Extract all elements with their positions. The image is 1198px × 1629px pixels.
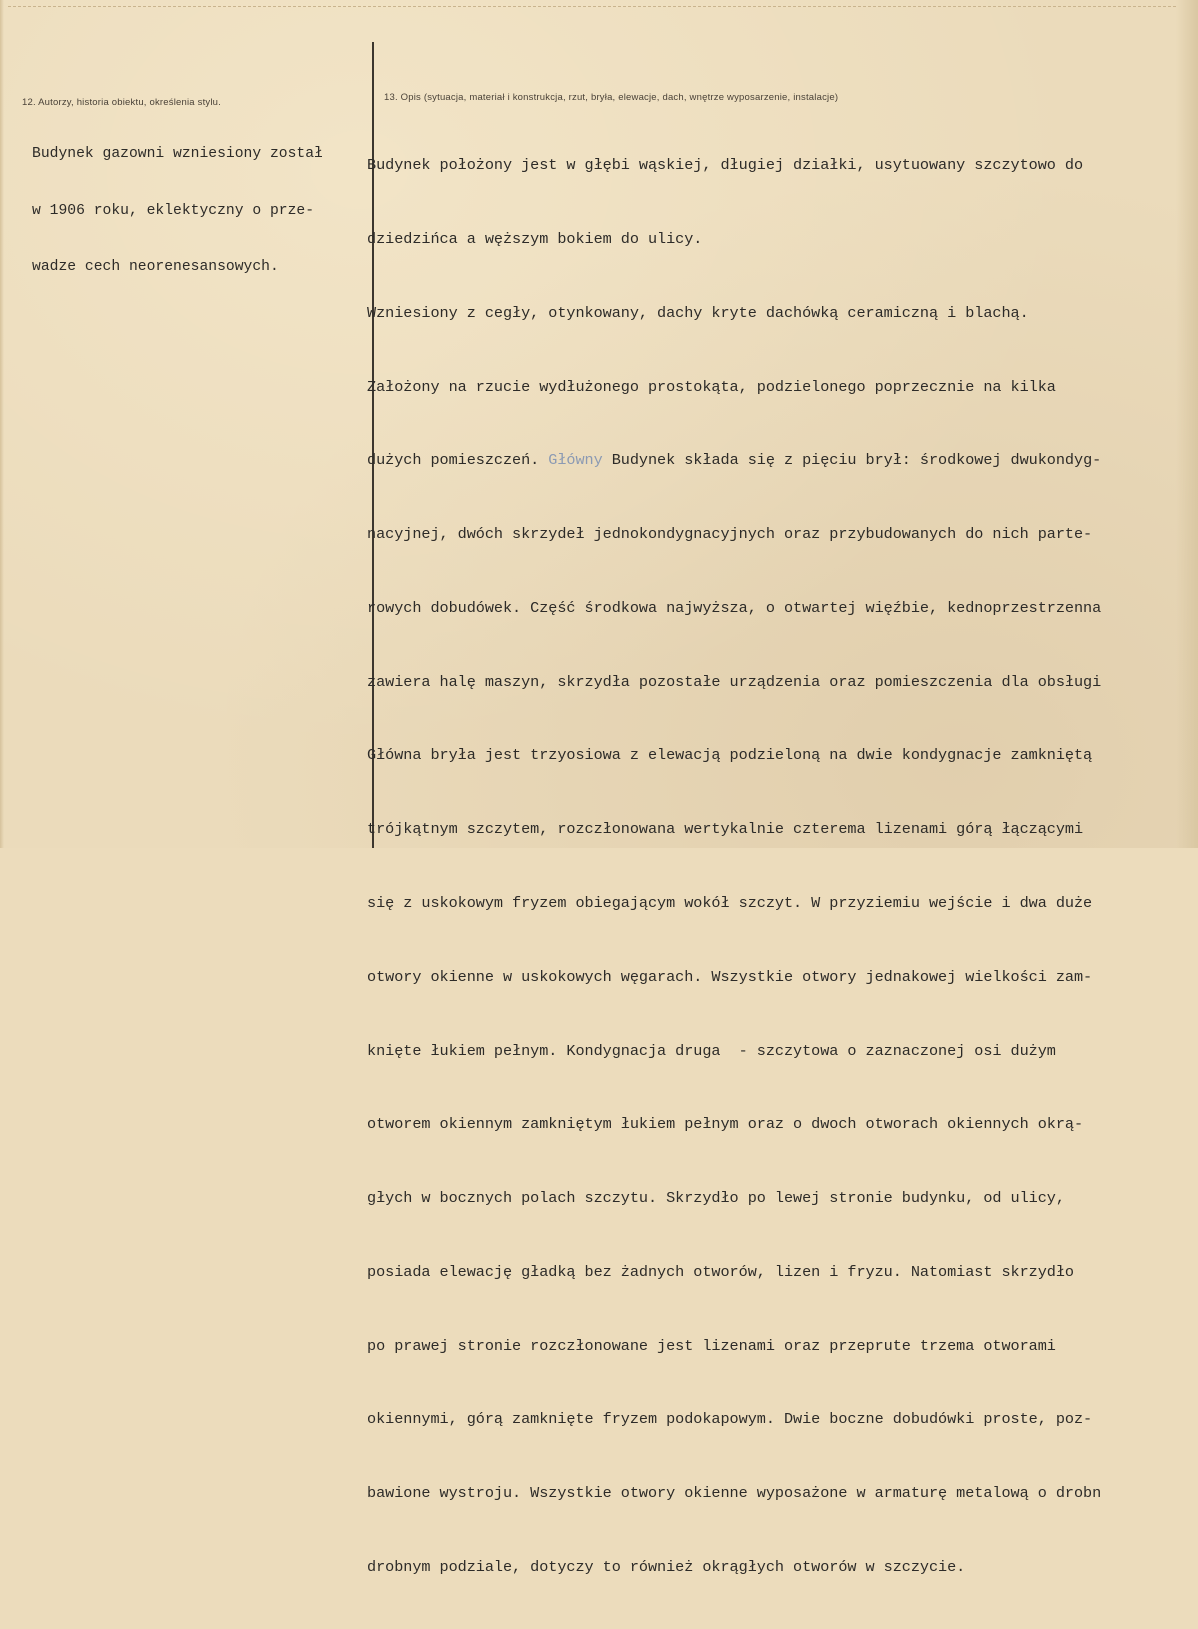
section-13-line: po prawej stronie rozczłonowane jest lizenami oraz przeprute trzema otworami — [367, 1336, 1056, 1355]
section-13-detail: (sytuacja, materiał i konstrukcja, rzut, bryła, elewacje, dach, wnętrze wyposarzenie, instalacje) — [423, 92, 839, 103]
section-12-line: w 1906 roku, eklektyczny o prze- — [32, 202, 315, 219]
section-13-line: się z uskokowym fryzem obiegającym wokół szczyt. W przyziemiu wejście i dwa duże — [367, 894, 1093, 912]
section-13-line: dziedzińca a węższym bokiem do ulicy. — [367, 229, 703, 248]
faded-word: Główny — [548, 451, 603, 470]
section-13-line: rowych dobudówek. Część środkowa najwyższa, o otwartej więźbie, kednoprzestrzenna — [367, 598, 1102, 617]
section-13-line: Wzniesiony z cegły, otynkowany, dachy kryte dachówką ceramiczną i blachą. — [367, 303, 1029, 322]
top-border-line — [8, 6, 1176, 7]
section-12-line: Budynek gazowni wzniesiony został — [32, 146, 323, 163]
section-13-line: okiennymi, górą zamknięte fryzem podokapowym. Dwie boczne dobudówki proste, poz- — [367, 1410, 1093, 1429]
section-13-text — [367, 104, 1101, 1629]
section-12-text — [32, 108, 323, 314]
section-13-line: Budynek położony jest w głębi wąskiej, długiej działki, usytuowany szczytowo do — [367, 156, 1084, 175]
section-13-line: nacyjnej, dwóch skrzydeł jednokondygnacyjnych oraz przybudowanych do nich parte- — [367, 525, 1093, 544]
section-13-heading — [384, 92, 838, 103]
section-13-line-5-end: Budynek składa się z pięciu brył: środkowej dwukondyg- — [602, 451, 1102, 470]
paper-edge-left — [0, 0, 4, 848]
section-12-line: wadze cech neorenesansowych. — [32, 258, 279, 275]
section-13-line: otwory okienne w uskokowych węgarach. Wszystkie otwory jednakowej wielkości zam- — [367, 967, 1093, 986]
section-13-line: Założony na rzucie wydłużonego prostokąta, podzielonego poprzecznie na kilka — [367, 377, 1056, 396]
section-13-line: drobnym podziale, dotyczy to również okrągłych otworów w szczycie. — [367, 1558, 966, 1577]
section-13-line: zawiera halę maszyn, skrzydła pozostałe urządzenia oraz pomieszczenia dla obsługi — [367, 672, 1102, 691]
section-13-line-5 — [367, 448, 1101, 473]
paper-edge-right — [1176, 0, 1198, 848]
section-13-number: 13. — [384, 92, 398, 103]
section-13-line: posiada elewację gładką bez żadnych otworów, lizen i fryzu. Natomiast skrzydło — [367, 1262, 1074, 1281]
section-13-line: bawione wystroju. Wszystkie otwory okienne wyposażone w armaturę metalową o drobn — [367, 1484, 1102, 1503]
section-13-line: Główna bryła jest trzyosiowa z elewacją podzieloną na dwie kondygnacje zamkniętą — [367, 746, 1093, 765]
section-13-line: trójkątnym szczytem, rozczłonowana wertykalnie czterema lizenami górą łączącymi — [367, 820, 1084, 839]
section-13-title: Opis — [400, 92, 421, 103]
section-13-line-5-start: dużych pomieszczeń. — [367, 451, 549, 470]
section-13-line: głych w bocznych polach szczytu. Skrzydło po lewej stronie budynku, od ulicy, — [367, 1189, 1065, 1208]
section-13-line: otworem okiennym zamkniętym łukiem pełnym oraz o dwoch otworach okiennych okrą- — [367, 1115, 1084, 1134]
section-12-heading: 12. Autorzy, historia obiektu, określenia stylu. — [22, 97, 221, 108]
section-13-line: knięte łukiem pełnym. Kondygnacja druga - szczytowa o zaznaczonej osi dużym — [367, 1041, 1056, 1060]
